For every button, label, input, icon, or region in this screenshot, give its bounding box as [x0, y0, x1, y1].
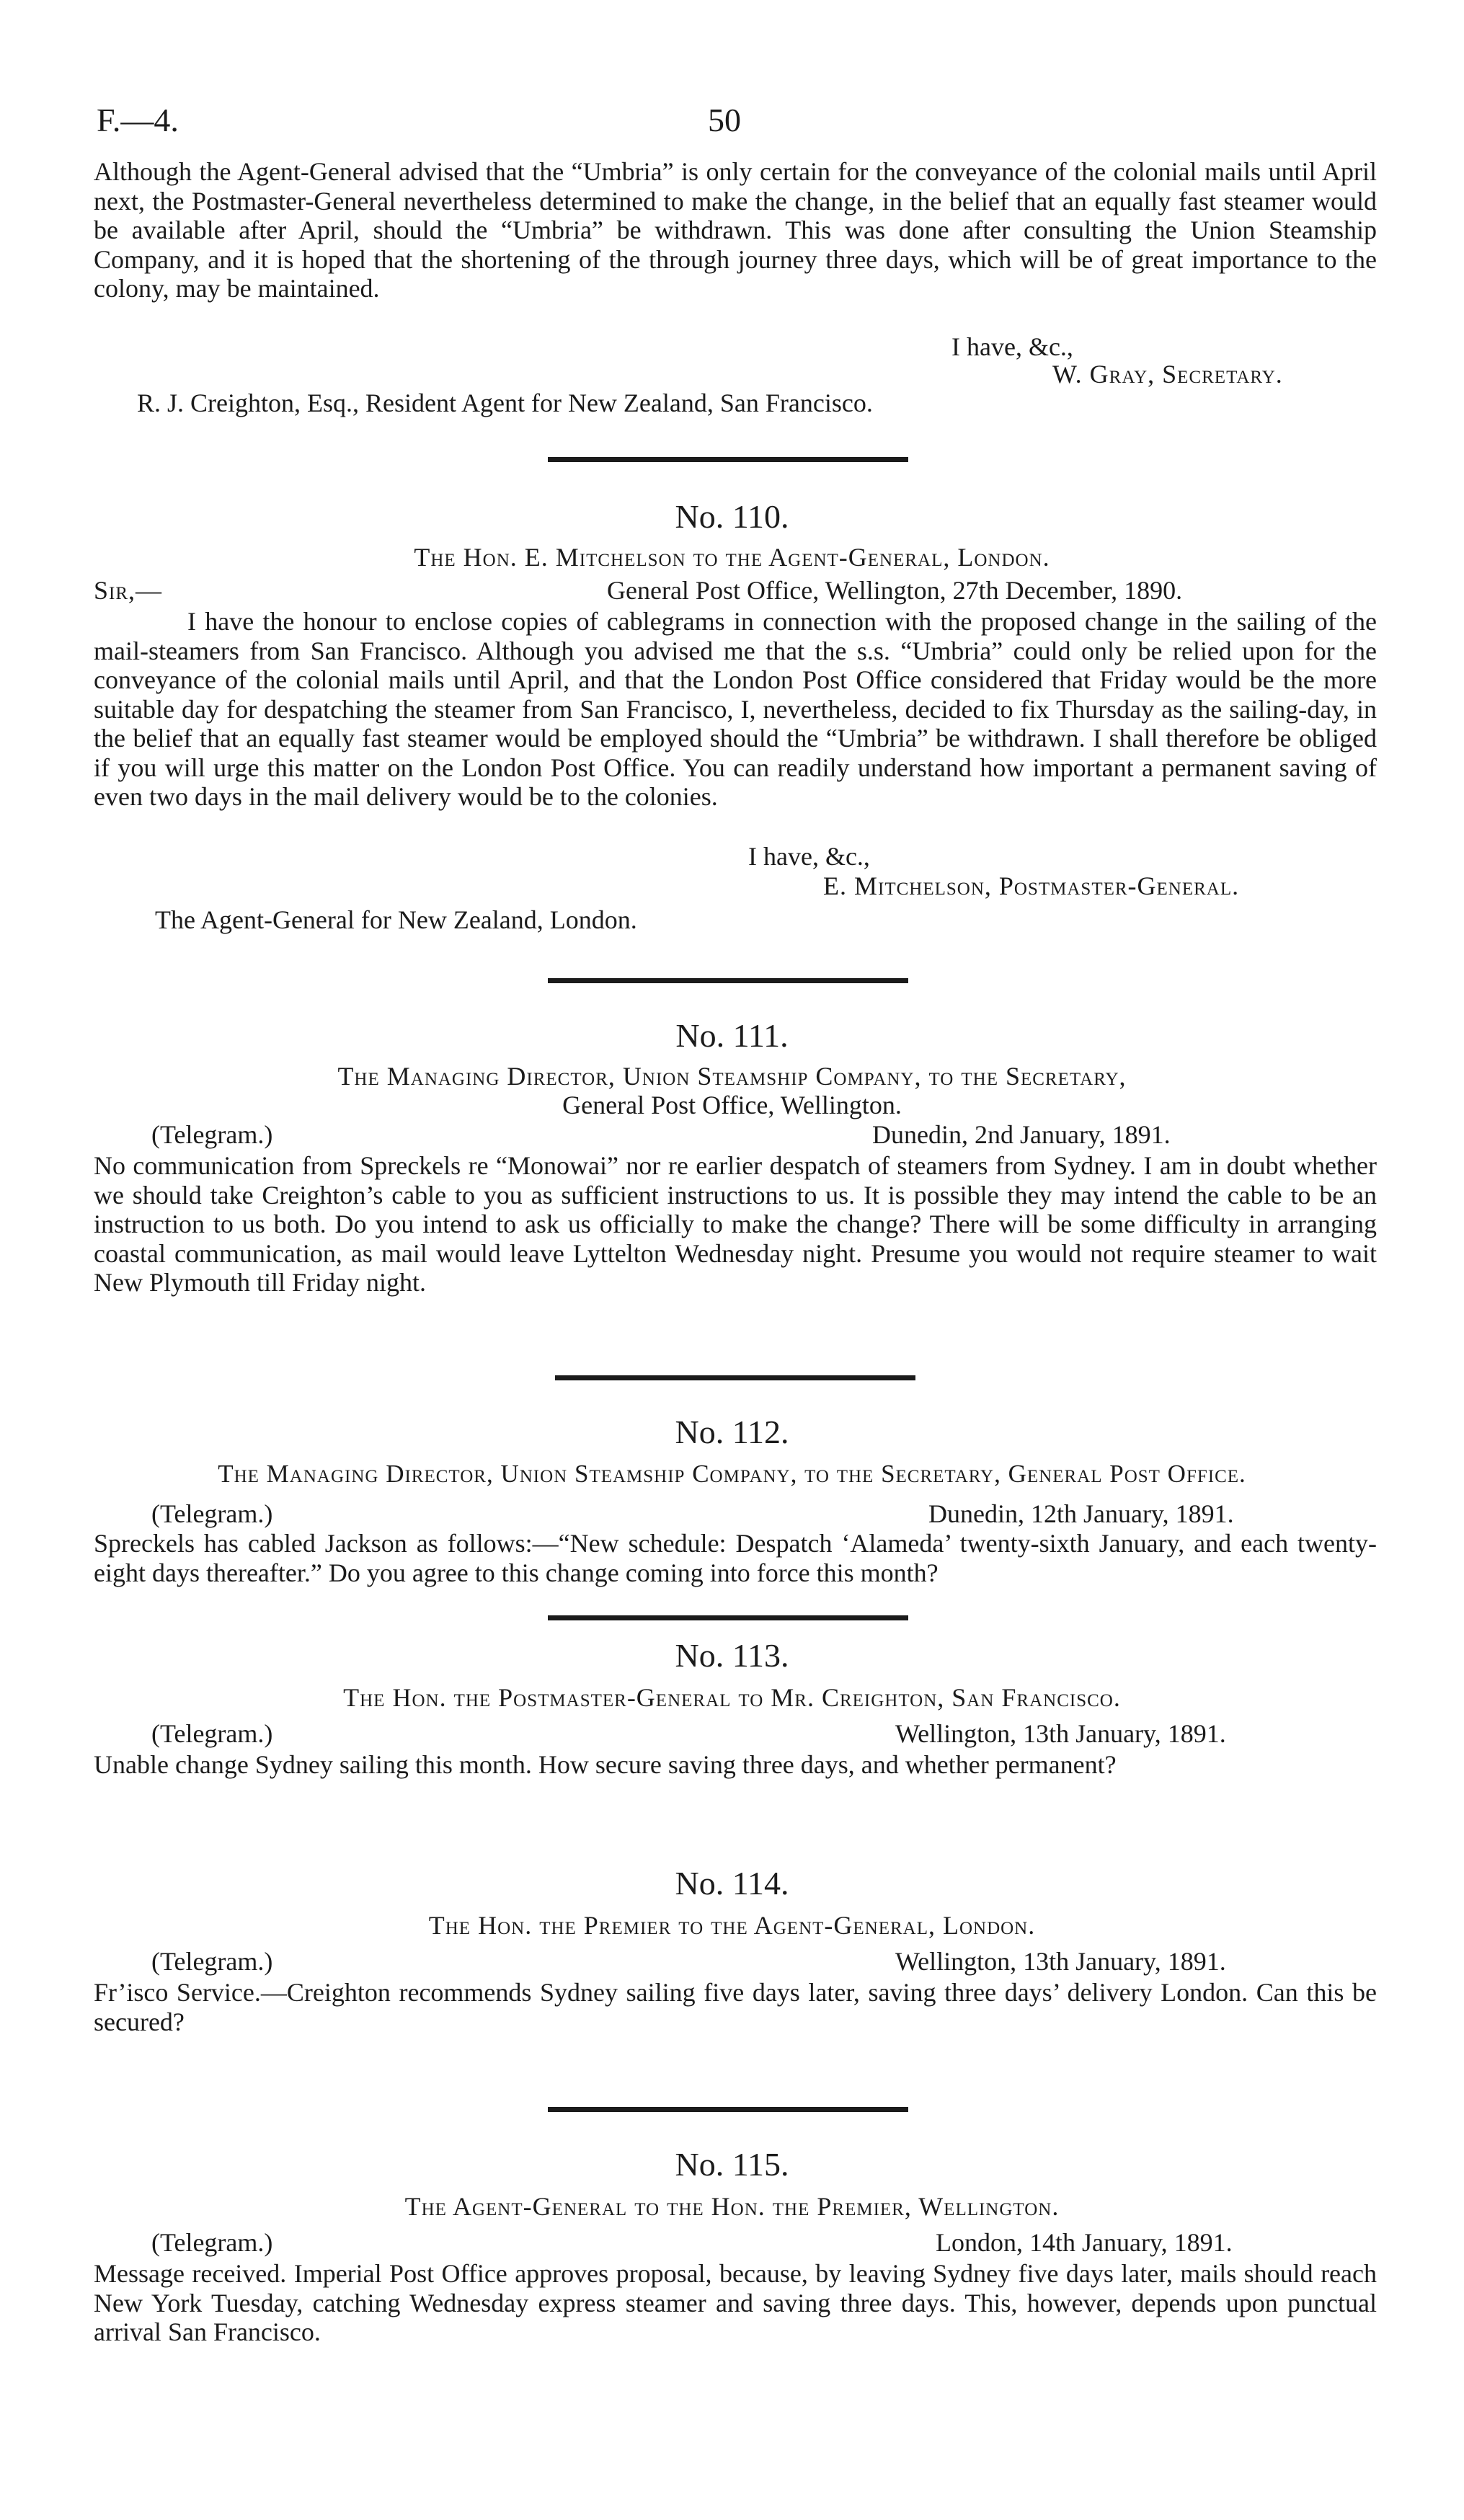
- telegram-label: (Telegram.): [151, 2228, 273, 2257]
- letter-number: No. 110.: [675, 498, 789, 535]
- place-date: General Post Office, Wellington, 27th December, 1890.: [607, 576, 1183, 605]
- section-divider: [548, 978, 908, 983]
- section-divider: [555, 1375, 915, 1380]
- letter-heading: The Agent-General to the Hon. the Premier, Wellington.: [404, 2192, 1060, 2221]
- letter-dateline: [94, 1718, 1377, 1749]
- letter-dateline: [94, 1946, 1377, 1976]
- letter-number: No. 114.: [675, 1865, 789, 1902]
- telegram-label: (Telegram.): [151, 1947, 273, 1976]
- intro-closing: I have, &c.,: [951, 332, 1073, 361]
- page-header: [0, 92, 1464, 143]
- intro-paragraph: [94, 157, 1377, 303]
- letter-number: No. 112.: [675, 1414, 789, 1450]
- place-date: Wellington, 13th January, 1891.: [895, 1947, 1226, 1976]
- letter-body-text: No communication from Spreckels re “Monowai” nor re earlier despatch of steamers from Sydney. I am in doubt whether we should take Creighton’s cable to you as sufficient instructions to us. It is possible they may intend the cable to be an instruction to us both. Do you intend to ask us officially to make the change? There will be some difficulty in arranging coastal communication, as mail would leave Lyttelton Wednesday night. Presume you would not require steamer to wait New Plymouth till Friday night.: [94, 1151, 1377, 1297]
- intro-signature-row: [94, 359, 1377, 389]
- letter-addressee-row: [94, 905, 1377, 935]
- document-reference: F.—4.: [97, 102, 179, 138]
- letter-heading: The Managing Director, Union Steamship Company, to the Secretary, General Post Office.: [218, 1460, 1246, 1488]
- letter-number: No. 113.: [675, 1637, 789, 1674]
- intro-signature: W. Gray, Secretary.: [1052, 360, 1283, 389]
- letter-heading: The Hon. E. Mitchelson to the Agent-General, London.: [414, 543, 1050, 572]
- letter-body: [94, 607, 1377, 812]
- letter-body: [94, 1978, 1377, 2036]
- intro-text: Although the Agent-General advised that the “Umbria” is only certain for the conveyance of the colonial mails until April next, the Postmaster-General nevertheless determined to make the change, in the belief that an equally fast steamer would be available after April, should the “Umbria” be withdrawn. This was done after consulting the Union Steamship Company, and it is hoped that the shortening of the through journey three days, which will be of great importance to the colony, may be maintained.: [94, 157, 1377, 303]
- place-date: London, 14th January, 1891.: [936, 2228, 1233, 2257]
- place-date: Dunedin, 2nd January, 1891.: [872, 1120, 1171, 1149]
- letter-body: [94, 1151, 1377, 1297]
- letter-signature: E. Mitchelson, Postmaster-General.: [823, 871, 1240, 900]
- letter-body-text: I have the honour to enclose copies of cablegrams in connection with the proposed change in the sailing of the mail-steamers from San Francisco. Although you advised me that the s.s. “Umbria” could only be relied upon for the conveyance of the colonial mails until April, and that the London Post Office considered that Friday would be the more suitable day for despatching the steamer from San Francisco, I, nevertheless, decided to fix Thursday as the sailing-day, in the belief that an equally fast steamer would be employed should the “Umbria” be withdrawn. I shall therefore be obliged if you will urge this matter on the London Post Office. You can readily understand how important a permanent saving of even two days in the mail delivery would be to the colonies.: [94, 607, 1377, 811]
- intro-addressee-row: [94, 388, 1377, 418]
- letter-dateline: [94, 2227, 1377, 2258]
- letter-heading: The Hon. the Premier to the Agent-General, London.: [428, 1911, 1036, 1940]
- place-date: Dunedin, 12th January, 1891.: [928, 1499, 1234, 1528]
- section-divider: [548, 2107, 908, 2112]
- letter-body-text: Unable change Sydney sailing this month. How secure saving three days, and whether permanent?: [94, 1750, 1117, 1779]
- letter-body-text: Message received. Imperial Post Office approves proposal, because, by leaving Sydney five days later, mails should reach New York Tuesday, catching Wednesday express steamer and saving three days. This, however, depends upon punctual arrival San Francisco.: [94, 2259, 1377, 2346]
- intro-addressee: R. J. Creighton, Esq., Resident Agent for New Zealand, San Francisco.: [137, 389, 873, 417]
- letter-dateline: [94, 1499, 1377, 1529]
- telegram-label: (Telegram.): [151, 1719, 273, 1748]
- letter-closing-row: [94, 841, 1377, 871]
- salutation: Sir,—: [94, 576, 163, 605]
- letter-signature-row: [94, 871, 1377, 901]
- letter-number: No. 115.: [675, 2146, 789, 2183]
- intro-closing-row: [94, 332, 1377, 362]
- letter-number: No. 111.: [675, 1017, 789, 1054]
- section-divider: [548, 1615, 908, 1620]
- letter-body: [94, 1750, 1377, 1780]
- letter-heading: The Managing Director, Union Steamship Company, to the Secretary,: [337, 1062, 1127, 1091]
- section-divider: [548, 457, 908, 462]
- letter-body-text: Spreckels has cabled Jackson as follows:—“New schedule: Despatch ‘Alameda’ twenty-sixth January, and each twenty-eight days thereafter.” Do you agree to this change coming into force this month?: [94, 1529, 1377, 1587]
- letter-heading-continued: General Post Office, Wellington.: [562, 1091, 902, 1119]
- letter-heading: The Hon. the Postmaster-General to Mr. Creighton, San Francisco.: [343, 1683, 1121, 1712]
- page-number: 50: [708, 102, 741, 138]
- letter-dateline: [94, 1119, 1377, 1150]
- telegram-label: (Telegram.): [151, 1499, 273, 1528]
- place-date: Wellington, 13th January, 1891.: [895, 1719, 1226, 1748]
- letter-dateline: [94, 575, 1377, 605]
- letter-body-text: Fr’isco Service.—Creighton recommends Sydney sailing five days later, saving three days’ delivery London. Can this be secured?: [94, 1978, 1377, 2036]
- letter-body: [94, 2259, 1377, 2347]
- letter-closing: I have, &c.,: [748, 842, 870, 871]
- letter-body: [94, 1529, 1377, 1587]
- letter-addressee: The Agent-General for New Zealand, London.: [155, 905, 637, 934]
- telegram-label: (Telegram.): [151, 1120, 273, 1149]
